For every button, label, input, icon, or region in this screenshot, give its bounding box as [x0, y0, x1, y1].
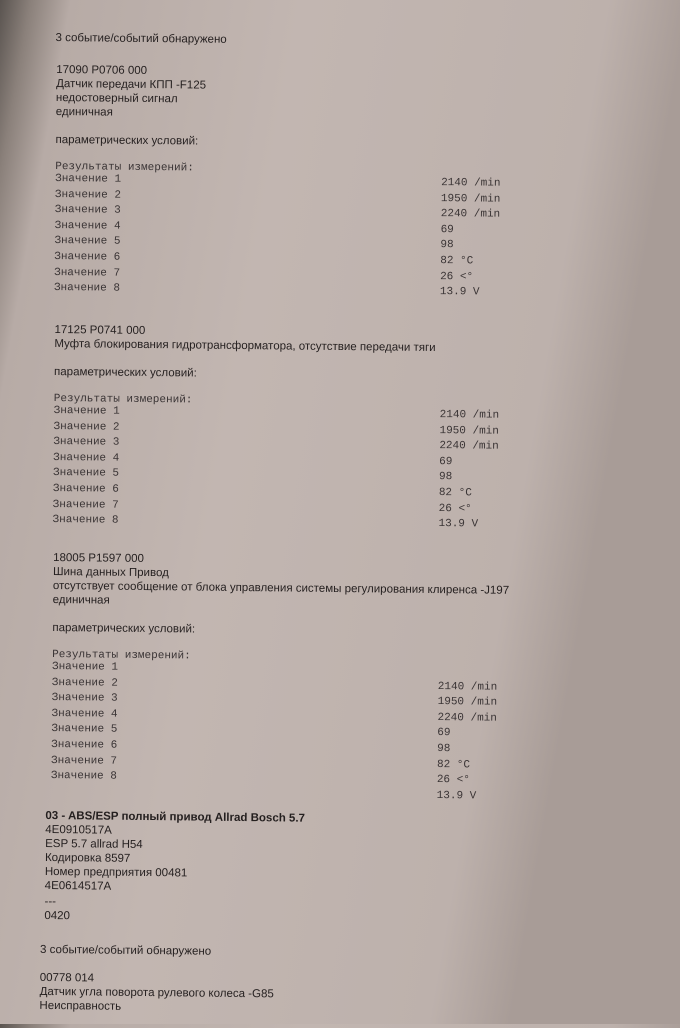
- fault-code: 17125 P0741 000: [54, 324, 146, 337]
- measurement-label: Значение 1: [55, 173, 122, 186]
- measurement-value: 98: [437, 743, 451, 756]
- module-info-line: 4E0614517A: [44, 879, 112, 893]
- fault-description: Датчик передачи КПП -F125: [56, 78, 207, 92]
- fault-code: 18005 P1597 000: [53, 552, 145, 565]
- measurement-label: Значение 7: [52, 498, 119, 512]
- results-label: Результаты измерений:: [52, 649, 191, 663]
- measurement-value: 13.9 V: [439, 286, 480, 299]
- measurement-label: Значение 4: [53, 451, 120, 465]
- measurement-value: 1950 /min: [440, 192, 501, 206]
- module-block: [44, 809, 680, 930]
- measurement-label: Значение 7: [54, 266, 121, 280]
- measurement-value: 2140 /min: [441, 177, 501, 190]
- measurement-label: Значение 4: [54, 219, 121, 233]
- measurement-table: [54, 161, 680, 305]
- fault-block-1: [54, 63, 680, 305]
- fault-code: 00778 014: [39, 971, 95, 985]
- measurement-value: 2240 /min: [437, 711, 497, 725]
- measurement-label: Значение 1: [53, 405, 120, 418]
- measurement-label: Значение 8: [53, 282, 121, 295]
- measurement-value: 2140 /min: [437, 680, 498, 694]
- fault-description: единичная: [52, 594, 110, 607]
- measurement-value: 98: [440, 239, 454, 252]
- module-title: 03 - ABS/ESP полный привод Allrad Bosch 5.7: [45, 809, 306, 825]
- measurement-label: Значение 6: [51, 738, 118, 752]
- fault-description: Шина данных Привод: [52, 566, 169, 580]
- measurement-label: Значение 3: [53, 436, 120, 449]
- measurement-value: 2240 /min: [440, 208, 501, 221]
- measurement-label: Значение 8: [52, 514, 119, 527]
- measurement-value: 13.9 V: [436, 789, 477, 803]
- measurement-value: 82 °C: [438, 487, 472, 500]
- module-info-line: 4E0910517A: [45, 823, 112, 837]
- fault-description: отсутствует сообщение от блока управления системы регулирования клиренса -J197: [52, 580, 510, 597]
- measurement-table: [52, 393, 680, 537]
- module-info-line: Номер предприятия 00481: [44, 865, 188, 880]
- conditions-label: параметрических условий:: [54, 366, 197, 380]
- measurement-label: Значение 2: [54, 188, 122, 202]
- measurement-value: 1950 /min: [437, 696, 498, 709]
- measurement-label: Значение 5: [51, 723, 118, 737]
- measurement-label: Значение 5: [52, 467, 120, 481]
- measurement-value: 26 <°: [436, 774, 470, 787]
- measurement-label: Значение 1: [51, 661, 119, 674]
- measurement-value: 26 <°: [440, 270, 474, 283]
- measurement-label: Значение 6: [52, 482, 119, 496]
- conditions-label: параметрических условий:: [55, 134, 199, 148]
- module-info-line: ESP 5.7 allrad H54: [45, 837, 143, 851]
- module-info-line: ---: [44, 895, 57, 909]
- footer-block: [39, 943, 680, 1020]
- results-label: Результаты измерений:: [55, 161, 194, 175]
- measurement-value: 82 °C: [440, 255, 474, 268]
- fault-description: Датчик угла поворота рулевого колеса -G85: [39, 985, 274, 1001]
- fault-description: Муфта блокирования гидротрансформатора, отсутствие передачи тяги: [54, 338, 436, 355]
- measurement-label: Значение 8: [50, 770, 117, 783]
- measurement-value: 69: [439, 455, 453, 468]
- measurement-label: Значение 4: [51, 707, 118, 721]
- measurement-value: 26 <°: [438, 502, 472, 515]
- fault-description: недостоверный сигнал: [55, 92, 178, 106]
- module-info-line: 0420: [44, 909, 71, 923]
- measurement-label: Значение 3: [51, 692, 118, 705]
- conditions-label: параметрических условий:: [52, 622, 196, 636]
- measurement-label: Значение 3: [54, 204, 121, 217]
- measurement-label: Значение 6: [54, 250, 121, 264]
- measurement-value: 82 °C: [436, 758, 471, 771]
- measurement-table: [51, 649, 680, 808]
- fault-code: 17090 P0706 000: [56, 64, 148, 77]
- measurement-label: Значение 2: [53, 420, 120, 434]
- measurement-value: 2140 /min: [439, 409, 500, 422]
- measurement-label: Значение 7: [50, 754, 118, 768]
- fault-description: единичная: [55, 106, 113, 119]
- measurement-value: 13.9 V: [438, 518, 479, 531]
- measurement-value: 98: [438, 471, 453, 484]
- event-count-header: 3 событие/событий обнаружено: [55, 32, 227, 46]
- event-count-footer: 3 событие/событий обнаружено: [39, 943, 212, 958]
- results-label: Результаты измерений:: [53, 393, 193, 407]
- fault-block-3: [51, 551, 680, 808]
- fault-description: Неисправность: [39, 999, 122, 1013]
- measurement-label: Значение 5: [54, 235, 121, 249]
- module-info-line: Кодировка 8597: [44, 851, 131, 865]
- measurement-label: Значение 2: [51, 676, 118, 690]
- measurement-value: 2240 /min: [439, 440, 499, 453]
- measurement-value: 69: [440, 223, 454, 236]
- measurement-value: 69: [437, 727, 451, 740]
- fault-block-2: [52, 323, 680, 537]
- measurement-value: 1950 /min: [439, 424, 499, 438]
